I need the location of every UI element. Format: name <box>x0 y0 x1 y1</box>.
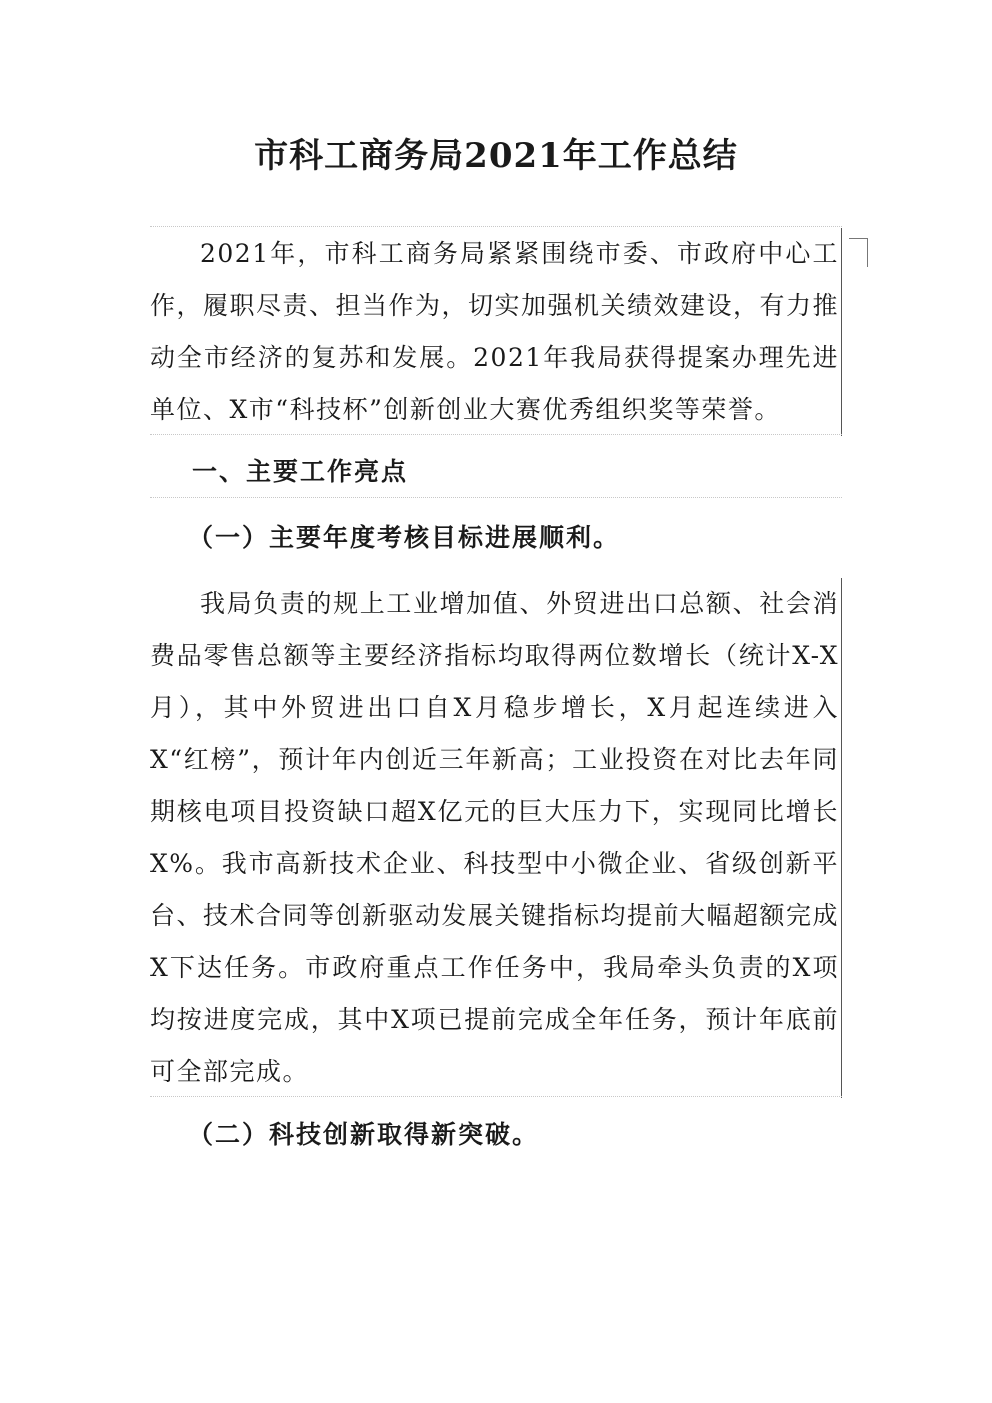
body-paragraph: 我局负责的规上工业增加值、外贸进出口总额、社会消费品零售总额等主要经济指标均取得两位数增长（统计X-X月），其中外贸进出口自X月稳步增长，X月起连续进入X“红榜”，预计年内创近三年新高；工业投资在对比去年同期核电项目投资缺口超X亿元的巨大压力下，实现同比增长X%。我市高新技术企业、科技型中小微企业、省级创新平台、技术合同等创新驱动发展关键指标均提前大幅超额完成X下达任务。市政府重点工作任务中，我局牵头负责的X项均按进度完成，其中X项已提前完成全年任务，预计年底前可全部完成。 <box>150 578 842 1098</box>
divider <box>150 497 842 498</box>
section-heading: 一、主要工作亮点 <box>192 457 409 486</box>
divider <box>150 434 842 435</box>
body-block <box>150 578 842 1098</box>
document-title: 市科工商务局2021年工作总结 <box>254 136 738 176</box>
subsection-heading: （二）科技创新取得新突破。 <box>188 1120 540 1149</box>
margin-corner-mark <box>849 238 868 267</box>
intro-block <box>150 228 842 434</box>
intro-paragraph: 2021年，市科工商务局紧紧围绕市委、市政府中心工作，履职尽责、担当作为，切实加强机关绩效建设，有力推动全市经济的复苏和发展。2021年我局获得提案办理先进单位、X市“科技杯”创新创业大赛优秀组织奖等荣誉。 <box>150 228 842 436</box>
divider <box>150 226 842 227</box>
subsection-heading: （一）主要年度考核目标进展顺利。 <box>188 523 621 552</box>
divider <box>150 1096 842 1097</box>
